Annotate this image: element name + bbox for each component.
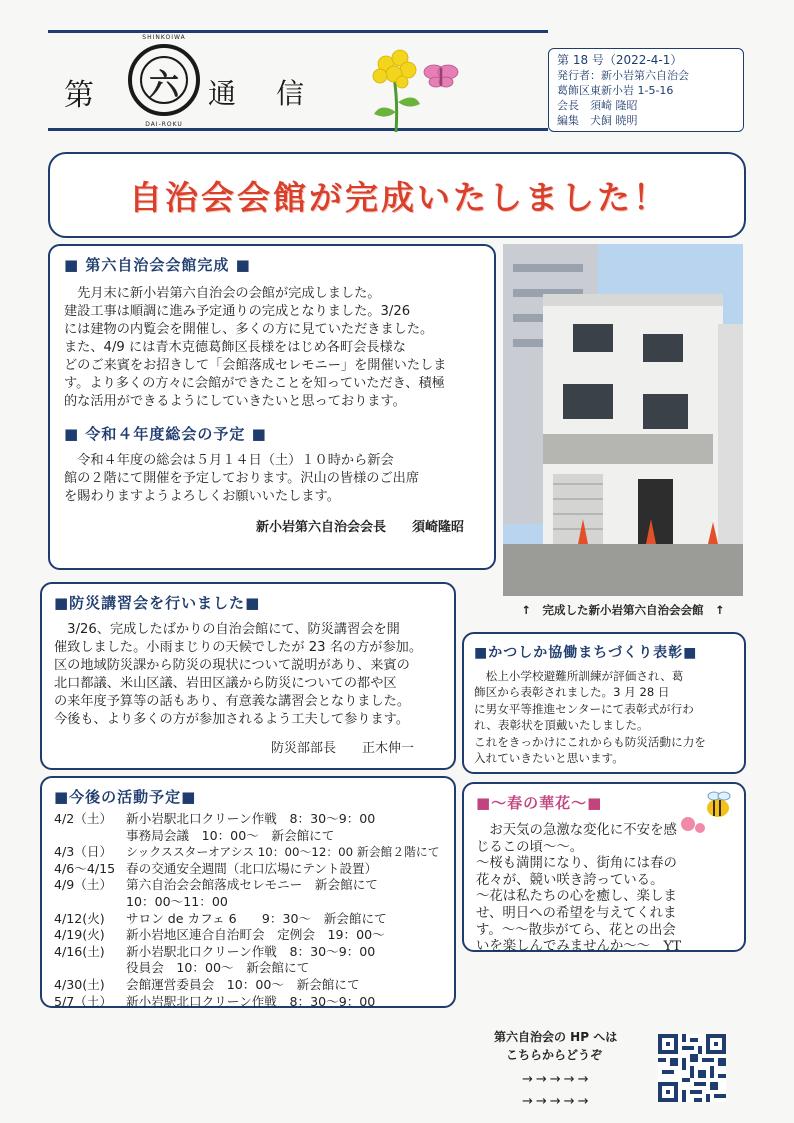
- address: 葛飾区東新小岩 1-5-16: [557, 84, 674, 97]
- general-meeting-title: ■ 令和４年度総会の予定 ■: [64, 425, 267, 443]
- chairman: 会長 須崎 隆昭: [557, 99, 638, 112]
- headline-banner: [48, 152, 746, 238]
- disaster-signature: 防災部部長 正木伸一: [270, 741, 414, 756]
- text-line: 区の地域防災課から防災の現状について説明があり、来賓の: [54, 658, 410, 673]
- text-line: の来年度予算等の話もあり、有意義な講習会となりました。: [54, 694, 411, 709]
- text-line: す。～～散歩がてら、花との出会: [476, 922, 676, 938]
- hall-completion-section: [48, 244, 496, 570]
- schedule-row: [54, 877, 446, 894]
- text-line: じるこの頃～～。: [476, 839, 584, 855]
- issue-info-box: [548, 48, 744, 132]
- text-line: ～花は私たちの心を癒し、楽しま: [476, 889, 677, 905]
- schedule-row: [54, 994, 446, 1011]
- schedule-text: 新小岩地区連合自治町会 定例会 19：00～: [126, 927, 385, 943]
- schedule-text: 会館運営委員会 10：00～ 新会館にて: [126, 976, 360, 992]
- schedule-text: シックススターオアシス 10：00～12：00 新会館２階にて: [126, 845, 440, 860]
- text-line: 令和４年度の総会は５月１４日（土）１０時から新会: [64, 453, 394, 468]
- issue-number: 第 18 号（2022-4-1）: [557, 53, 683, 67]
- schedule-date: 4/2（土）: [54, 811, 113, 826]
- homepage-link-area: [482, 1022, 742, 1112]
- award-body: [474, 668, 736, 766]
- schedule-row: [54, 944, 446, 961]
- text-line: また、4/9 には青木克德葛飾区長様をはじめ各町会長様な: [64, 340, 406, 355]
- schedule-text: サロン de カフェ 6 9：30～ 新会館にて: [126, 910, 387, 926]
- header: [48, 30, 748, 140]
- spring-flowers-section: [462, 782, 746, 955]
- schedule-row: [54, 894, 446, 911]
- schedule-text: 10：00～11：00: [126, 893, 228, 909]
- header-title-left: 第: [64, 78, 94, 113]
- rapeseed-flower-icon: [356, 42, 466, 137]
- hp-text-2: こちらからどうぞ: [506, 1048, 603, 1062]
- hall-completion-body: [64, 285, 484, 411]
- schedule-date: [54, 828, 126, 845]
- text-line: 催致しました。小雨まじりの天候でしたが 23 名の方が参加。: [54, 640, 423, 655]
- schedule-text: 新小岩駅北口クリーン作戦 8：30～9：00: [126, 943, 376, 959]
- text-line: 館の２階にて開催を予定しております。沢山の皆様のご出席: [64, 471, 420, 486]
- disaster-seminar-title: ■防災講習会を行いました■: [54, 594, 261, 612]
- masthead-seal: [126, 34, 202, 128]
- seal-top-text: SHINKOIWA: [142, 34, 186, 41]
- seal-center-char: 六: [149, 68, 179, 103]
- text-line: 先月末に新小岩第六自治会の会館が完成しました。: [64, 286, 381, 301]
- award-section: [462, 632, 746, 774]
- spring-title: ■～春の華花～■: [476, 794, 603, 812]
- text-line: に男女平等推進センターにて表彰式が行わ: [474, 701, 694, 716]
- schedule-date: [54, 894, 126, 911]
- general-meeting-body: [64, 452, 484, 506]
- schedule-date: 4/3（日）: [54, 844, 113, 860]
- schedule-date: 4/19(火): [54, 927, 105, 943]
- arrow-row-1: →→→→→: [522, 1072, 592, 1087]
- text-line: を賜わりますようよろしくお願いいたします。: [64, 489, 340, 504]
- text-line: 北口都議、米山区議、岩田区議から防災についての都や区: [54, 676, 397, 691]
- bee-flower-icon: [674, 788, 738, 838]
- schedule-row: [54, 911, 446, 928]
- text-line: これをきっかけにこれからも防災活動に力を: [474, 734, 706, 749]
- schedule-section: [40, 776, 456, 1008]
- text-line: 花々が、競い咲き誇っている。: [476, 872, 664, 888]
- schedule-date: 4/6～4/15: [54, 860, 116, 876]
- schedule-date: 4/30(土): [54, 976, 105, 992]
- schedule-date: 4/9（土）: [54, 877, 113, 893]
- header-title-right: 通 信: [208, 77, 311, 110]
- text-line: れ、表彰状を頂戴いたしました。: [474, 718, 649, 733]
- schedule-text: 第六自治会会館落成セレモニー 新会館にて: [126, 877, 378, 893]
- chairman-signature: 新小岩第六自治会会長 須崎隆昭: [255, 520, 464, 535]
- text-line: には建物の内覧会を開催し、多くの方に見ていただきました。: [64, 322, 434, 337]
- text-line: 飾区から表彰されました。3 月 28 日: [474, 685, 670, 700]
- photo-caption: ↑ 完成した新小岩第六自治会会館 ↑: [521, 603, 725, 617]
- publisher: 発行者：新小岩第六自治会: [557, 69, 689, 82]
- text-line: 建設工事は順調に進み予定通りの完成となりました。3/26: [64, 304, 411, 319]
- schedule-list: [54, 811, 446, 1010]
- text-line: 今後も、より多くの方が参加されるよう工夫して参ります。: [54, 712, 410, 727]
- schedule-row: [54, 960, 446, 977]
- text-line: 3/26、完成したばかりの自治会館にて、防災講習会を開: [54, 622, 400, 637]
- hall-completion-title: ■ 第六自治会会館完成 ■: [64, 256, 251, 274]
- headline-text: 自治会会館が完成いたしました！: [129, 178, 669, 217]
- text-line: 入れていきたいと思います。: [474, 751, 624, 766]
- schedule-row: [54, 927, 446, 944]
- text-line: お天気の急激な変化に不安を感: [476, 823, 677, 838]
- disaster-seminar-section: [40, 582, 456, 770]
- text-line: す。より多くの方々に会館ができたことを知っていただき、積極: [64, 376, 445, 391]
- disaster-seminar-body: [54, 621, 444, 729]
- schedule-row: [54, 844, 446, 861]
- text-line: 的な活用ができるようにしていきたいと思っております。: [64, 394, 406, 409]
- schedule-title: ■今後の活動予定■: [54, 788, 197, 806]
- schedule-row: [54, 828, 446, 845]
- text-line: いを楽しんでみませんか～～ YT: [476, 939, 682, 955]
- butterfly-icon: [424, 65, 458, 87]
- schedule-date: 4/12(火): [54, 910, 105, 926]
- schedule-text: 新小岩駅北口クリーン作戦 8：30～9：00: [126, 993, 376, 1009]
- hp-text-1: 第六自治会の HP へは: [494, 1030, 618, 1044]
- header-rule-top: [48, 30, 548, 33]
- schedule-text: 役員会 10：00～ 新会館にて: [126, 960, 310, 976]
- text-line: ～桜も満開になり、街角には春の: [476, 856, 677, 872]
- schedule-date: [54, 960, 126, 977]
- seal-bottom-text: DAI-ROKU: [145, 121, 183, 128]
- text-line: どのご来賓をお招きして「会館落成セレモニー」を開催いたしま: [64, 358, 447, 373]
- schedule-row: [54, 811, 446, 828]
- schedule-text: 春の交通安全週間（北口広場にテント設置）: [126, 860, 378, 876]
- schedule-row: [54, 977, 446, 994]
- text-line: 松上小学校避難所訓練が評価され、葛: [474, 669, 684, 683]
- header-rule-bottom: [48, 128, 548, 131]
- schedule-text: 事務局会議 10：00～ 新会館にて: [126, 827, 335, 843]
- text-line: せ、明日への希望を与えてくれま: [476, 905, 677, 921]
- editor: 編集 犬飼 暁明: [557, 114, 638, 127]
- hall-photo: [503, 244, 743, 596]
- schedule-date: 4/16(土): [54, 943, 105, 959]
- arrow-row-2: →→→→→: [522, 1094, 592, 1109]
- qr-code-icon[interactable]: [658, 1034, 726, 1102]
- spring-body: [476, 823, 736, 956]
- schedule-date: 5/7（土）: [54, 993, 113, 1009]
- award-title: ■かつしか協働まちづくり表彰■: [474, 645, 698, 661]
- schedule-row: [54, 861, 446, 878]
- schedule-text: 新小岩駅北口クリーン作戦 8：30～9：00: [126, 811, 376, 826]
